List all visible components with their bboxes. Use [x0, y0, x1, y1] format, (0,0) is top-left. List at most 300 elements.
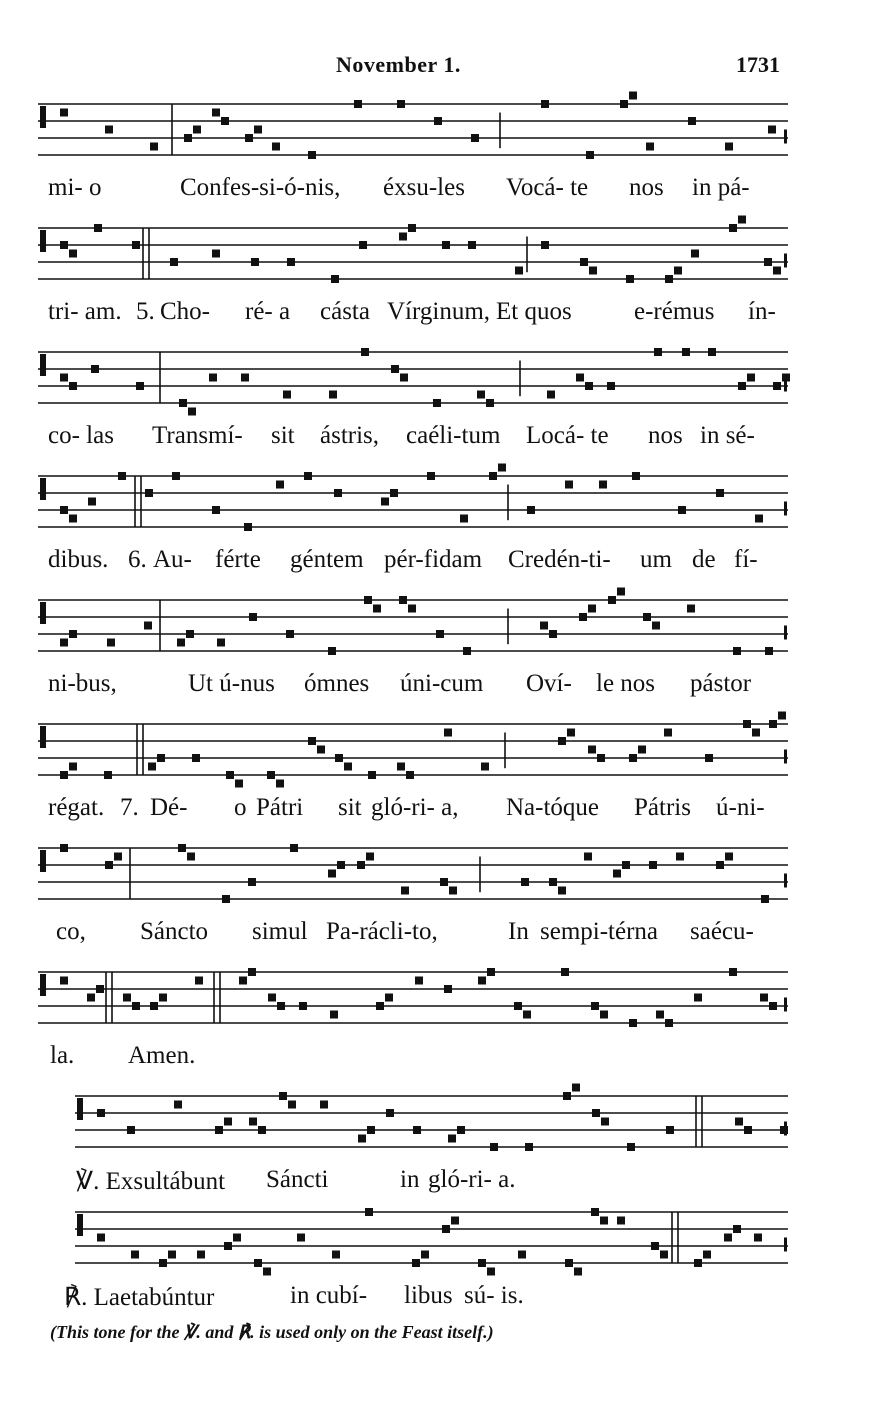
neume-icon [381, 498, 389, 506]
neume-icon [643, 613, 651, 621]
neume-icon [365, 1208, 373, 1216]
neume-icon [69, 515, 77, 523]
lyric-syllable: in sé- [700, 422, 755, 449]
neume-icon [344, 763, 352, 771]
lyric-line [0, 918, 892, 952]
neume-icon [549, 630, 557, 638]
neume-icon [617, 588, 625, 596]
neume-icon [132, 1002, 140, 1010]
neume-icon [69, 630, 77, 638]
neume-icon [729, 224, 737, 232]
page-title: November 1. [336, 52, 461, 77]
neume-icon [299, 1002, 307, 1010]
lyric-syllable: e-rémus [634, 298, 715, 325]
lyric-syllable: in cubí- [290, 1282, 368, 1309]
neume-icon [747, 374, 755, 382]
neume-icon [187, 853, 195, 861]
neume-icon [359, 241, 367, 249]
neume-icon [688, 117, 696, 125]
neume-icon [565, 481, 573, 489]
neume-icon [245, 134, 253, 142]
neume-icon [600, 1217, 608, 1225]
neume-icon [320, 1101, 328, 1109]
neume-icon [487, 1268, 495, 1276]
neume-icon [69, 250, 77, 258]
lyric-syllable: Pátri [256, 794, 304, 821]
neume-icon [249, 613, 257, 621]
neume-icon [400, 374, 408, 382]
neume-icon [212, 109, 220, 117]
neume-icon [738, 382, 746, 390]
lyric-syllable: géntem [290, 546, 364, 573]
lyric-syllable: dibus. [48, 546, 109, 573]
lyric-syllable: Transmí- [152, 422, 243, 449]
lyric-syllable: co- las [48, 422, 114, 449]
neume-icon [654, 348, 662, 356]
lyric-syllable: ástris, [320, 422, 380, 449]
neume-icon [248, 968, 256, 976]
neume-icon [563, 1092, 571, 1100]
neume-icon [656, 1011, 664, 1019]
neume-icon [268, 994, 276, 1002]
neume-icon [765, 647, 773, 655]
page-header [0, 52, 892, 82]
lyric-syllable: caéli-tum [406, 422, 501, 449]
neume-icon [235, 780, 243, 788]
lyric-syllable: la. [50, 1042, 75, 1069]
lyric-syllable: nos [648, 422, 683, 449]
neume-icon [148, 763, 156, 771]
neume-icon [481, 763, 489, 771]
clef-icon [40, 106, 46, 128]
neume-icon [687, 605, 695, 613]
neume-icon [754, 1234, 762, 1242]
neume-icon [489, 472, 497, 480]
neume-icon [104, 771, 112, 779]
clef-icon [40, 354, 46, 376]
lyric-syllable: ré- a [245, 298, 291, 325]
staff [0, 586, 892, 666]
lyric-line [0, 174, 892, 208]
neume-icon [276, 481, 284, 489]
neume-icon [401, 887, 409, 895]
neume-icon [599, 481, 607, 489]
lyric-syllable: Oví- [526, 670, 572, 697]
neume-icon [328, 647, 336, 655]
neume-icon [733, 647, 741, 655]
lyric-syllable: simul [252, 918, 308, 945]
neume-icon [397, 763, 405, 771]
neume-icon [597, 754, 605, 762]
neume-icon [91, 365, 99, 373]
staff [0, 338, 892, 418]
neume-icon [760, 994, 768, 1002]
neume-icon [724, 1234, 732, 1242]
neume-icon [442, 1225, 450, 1233]
neume-icon [436, 630, 444, 638]
neume-icon [541, 241, 549, 249]
neume-icon [764, 258, 772, 266]
neume-icon [251, 258, 259, 266]
neume-icon [588, 746, 596, 754]
neume-icon [433, 399, 441, 407]
neume-icon [131, 1251, 139, 1259]
footnote: (This tone for the ℣. and ℟. is used only on the Feast itself.) [50, 1322, 494, 1342]
staff [0, 958, 892, 1038]
neume-icon [354, 100, 362, 108]
neume-icon [272, 143, 280, 151]
neume-icon [233, 1234, 241, 1242]
lyric-syllable: Vírginum, [387, 298, 491, 325]
neume-icon [540, 622, 548, 630]
neume-icon [60, 977, 68, 985]
neume-icon [591, 1002, 599, 1010]
lyric-syllable: pér-fidam [384, 546, 483, 573]
neume-icon [217, 639, 225, 647]
neume-icon [192, 754, 200, 762]
neume-icon [179, 399, 187, 407]
neume-icon [442, 241, 450, 249]
neume-icon [649, 861, 657, 869]
neume-icon [408, 224, 416, 232]
neume-icon [617, 1217, 625, 1225]
lyric-syllable: mi- o [48, 174, 102, 201]
lyric-syllable: 5. [136, 298, 155, 325]
lyric-syllable: úni-cum [400, 670, 484, 697]
neume-icon [170, 258, 178, 266]
lyric-syllable: sú- is. [464, 1282, 524, 1309]
neume-icon [558, 737, 566, 745]
neume-icon [254, 126, 262, 134]
neume-icon [373, 605, 381, 613]
neume-icon [144, 622, 152, 630]
clef-icon [40, 478, 46, 500]
neume-icon [123, 994, 131, 1002]
custos-icon [784, 1122, 787, 1136]
neume-icon [629, 1019, 637, 1027]
staff [0, 710, 892, 790]
custos-icon [784, 1238, 787, 1252]
neume-icon [399, 596, 407, 604]
neume-icon [549, 878, 557, 886]
neume-icon [769, 720, 777, 728]
neume-icon [716, 489, 724, 497]
staff [0, 1198, 892, 1278]
staff [0, 90, 892, 170]
neume-icon [755, 515, 763, 523]
neume-icon [572, 1084, 580, 1092]
lyric-syllable: Pa-rácli-to, [326, 918, 438, 945]
lyric-syllable: gló-ri- a. [428, 1166, 516, 1193]
neume-icon [600, 1011, 608, 1019]
neume-icon [87, 994, 95, 1002]
lyric-syllable: 7. [120, 794, 139, 821]
neume-icon [105, 126, 113, 134]
clef-icon [40, 230, 46, 252]
neume-icon [449, 887, 457, 895]
lyric-syllable: Na-tóque [506, 794, 600, 821]
neume-icon [195, 977, 203, 985]
lyric-syllable: in pá- [692, 174, 750, 201]
lyric-syllable: Dé- [150, 794, 188, 821]
neume-icon [773, 382, 781, 390]
neume-icon [743, 720, 751, 728]
custos-icon [784, 750, 787, 764]
neume-icon [527, 506, 535, 514]
neume-icon [331, 275, 339, 283]
clef-icon [77, 1214, 83, 1236]
lyric-line [0, 298, 892, 332]
neume-icon [239, 977, 247, 985]
lyric-syllable: sit [271, 422, 295, 449]
neume-icon [224, 1242, 232, 1250]
neume-icon [733, 1225, 741, 1233]
neume-icon [277, 1002, 285, 1010]
staff [0, 462, 892, 542]
clef-icon [77, 1098, 83, 1120]
neume-icon [127, 1126, 135, 1134]
neume-icon [434, 117, 442, 125]
neume-icon [725, 853, 733, 861]
neume-icon [490, 1143, 498, 1151]
neume-icon [96, 985, 104, 993]
neume-icon [186, 630, 194, 638]
neume-icon [574, 1268, 582, 1276]
neume-icon [397, 100, 405, 108]
neume-icon [744, 1126, 752, 1134]
lyric-syllable: ℟. Laetabúntur [64, 1284, 215, 1311]
lyric-syllable: tri- am. [48, 298, 122, 325]
page-number: 1731 [736, 52, 780, 77]
neume-icon [267, 771, 275, 779]
neume-icon [477, 391, 485, 399]
neume-icon [60, 241, 68, 249]
staff [0, 214, 892, 294]
lyric-syllable: régat. [48, 794, 105, 821]
neume-icon [366, 853, 374, 861]
neume-icon [478, 1259, 486, 1267]
neume-icon [329, 391, 337, 399]
lyric-syllable: ín- [748, 298, 776, 325]
neume-icon [486, 399, 494, 407]
neume-icon [705, 754, 713, 762]
lyric-syllable: cásta [320, 298, 370, 325]
neume-icon [694, 994, 702, 1002]
neume-icon [159, 1259, 167, 1267]
neume-icon [468, 241, 476, 249]
lyric-line [0, 1166, 892, 1200]
neume-icon [159, 994, 167, 1002]
neume-icon [678, 506, 686, 514]
neume-icon [193, 126, 201, 134]
neume-icon [778, 712, 786, 720]
neume-icon [608, 596, 616, 604]
neume-icon [244, 523, 252, 531]
neume-icon [69, 763, 77, 771]
neume-icon [60, 109, 68, 117]
neume-icon [576, 374, 584, 382]
neume-icon [691, 250, 699, 258]
neume-icon [561, 968, 569, 976]
neume-icon [364, 596, 372, 604]
neume-icon [518, 1251, 526, 1259]
lyric-syllable: pástor [690, 670, 752, 697]
neume-icon [276, 780, 284, 788]
neume-icon [168, 1251, 176, 1259]
neume-icon [263, 1268, 271, 1276]
neume-icon [88, 498, 96, 506]
neume-icon [197, 1251, 205, 1259]
lyric-syllable: in [400, 1166, 420, 1193]
lyric-syllable: Credén-ti- [508, 546, 611, 573]
neume-icon [521, 878, 529, 886]
lyric-line [0, 1042, 892, 1076]
neume-icon [184, 134, 192, 142]
clef-icon [40, 726, 46, 748]
clef-icon [40, 602, 46, 624]
neume-icon [226, 771, 234, 779]
neume-icon [188, 408, 196, 416]
neume-icon [769, 1002, 777, 1010]
neume-icon [145, 489, 153, 497]
neume-icon [708, 348, 716, 356]
neume-icon [585, 382, 593, 390]
lyric-line [0, 794, 892, 828]
neume-icon [308, 737, 316, 745]
neume-icon [558, 887, 566, 895]
neume-icon [514, 1002, 522, 1010]
neume-icon [212, 506, 220, 514]
neume-icon [337, 861, 345, 869]
lyric-syllable: Amen. [128, 1042, 196, 1069]
neume-icon [406, 771, 414, 779]
neume-icon [652, 622, 660, 630]
neume-icon [674, 267, 682, 275]
neume-icon [157, 754, 165, 762]
neume-icon [457, 1126, 465, 1134]
neume-icon [60, 506, 68, 514]
lyric-syllable: sit [338, 794, 362, 821]
lyric-syllable: ómnes [304, 670, 370, 697]
neume-icon [385, 994, 393, 1002]
neume-icon [150, 1002, 158, 1010]
neume-icon [567, 729, 575, 737]
neume-icon [215, 1126, 223, 1134]
neume-icon [682, 348, 690, 356]
neume-icon [451, 1217, 459, 1225]
neume-icon [60, 771, 68, 779]
neume-icon [629, 754, 637, 762]
neume-icon [547, 391, 555, 399]
lyric-syllable: gló-ri- a, [371, 794, 459, 821]
neume-icon [523, 1011, 531, 1019]
lyric-syllable: le nos [596, 670, 656, 697]
neume-icon [386, 1109, 394, 1117]
neume-icon [222, 895, 230, 903]
neume-icon [666, 1126, 674, 1134]
neume-icon [694, 1259, 702, 1267]
neume-icon [471, 134, 479, 142]
neume-icon [665, 275, 673, 283]
neume-icon [622, 861, 630, 869]
lyric-syllable: ni-bus, [48, 670, 117, 697]
neume-icon [752, 729, 760, 737]
lyric-syllable: fí- [734, 546, 758, 573]
neume-icon [212, 250, 220, 258]
neume-icon [224, 1118, 232, 1126]
custos-icon [784, 502, 787, 516]
neume-icon [60, 374, 68, 382]
custos-icon [784, 626, 787, 640]
neume-icon [97, 1234, 105, 1242]
neume-icon [136, 382, 144, 390]
lyric-syllable: o [234, 794, 247, 821]
neume-icon [399, 233, 407, 241]
neume-icon [297, 1234, 305, 1242]
lyric-syllable: Pátris [634, 794, 691, 821]
lyric-syllable: ú-ni- [716, 794, 765, 821]
staff [0, 834, 892, 914]
neume-icon [592, 1109, 600, 1117]
neume-icon [209, 374, 217, 382]
neume-icon [248, 878, 256, 886]
neume-icon [308, 151, 316, 159]
neume-icon [738, 216, 746, 224]
neume-icon [761, 895, 769, 903]
neume-icon [368, 771, 376, 779]
neume-icon [580, 258, 588, 266]
neume-icon [241, 374, 249, 382]
neume-icon [97, 1109, 105, 1117]
neume-icon [367, 1126, 375, 1134]
neume-icon [94, 224, 102, 232]
neume-icon [107, 639, 115, 647]
custos-icon [784, 874, 787, 888]
custos-icon [784, 130, 787, 144]
neume-icon [335, 754, 343, 762]
neume-icon [586, 151, 594, 159]
neume-icon [613, 870, 621, 878]
neume-icon [588, 605, 596, 613]
neume-icon [773, 267, 781, 275]
neume-icon [515, 267, 523, 275]
neume-icon [254, 1259, 262, 1267]
neume-icon [627, 1143, 635, 1151]
neume-icon [330, 1011, 338, 1019]
neume-icon [620, 100, 628, 108]
lyric-line [0, 670, 892, 704]
neume-icon [317, 746, 325, 754]
neume-icon [415, 977, 423, 985]
clef-icon [40, 850, 46, 872]
lyric-syllable: ℣. Exsultábunt [76, 1168, 226, 1195]
lyric-line [0, 1282, 892, 1316]
neume-icon [286, 630, 294, 638]
neume-icon [132, 241, 140, 249]
neume-icon [729, 968, 737, 976]
neume-icon [768, 126, 776, 134]
neume-icon [391, 365, 399, 373]
neume-icon [178, 844, 186, 852]
neume-icon [69, 382, 77, 390]
neume-icon [444, 729, 452, 737]
custos-icon [784, 998, 787, 1012]
neume-icon [498, 464, 506, 472]
neume-icon [118, 472, 126, 480]
lyric-syllable: Vocá- te [506, 174, 589, 201]
lyric-syllable: Locá- te [526, 422, 609, 449]
neume-icon [60, 844, 68, 852]
